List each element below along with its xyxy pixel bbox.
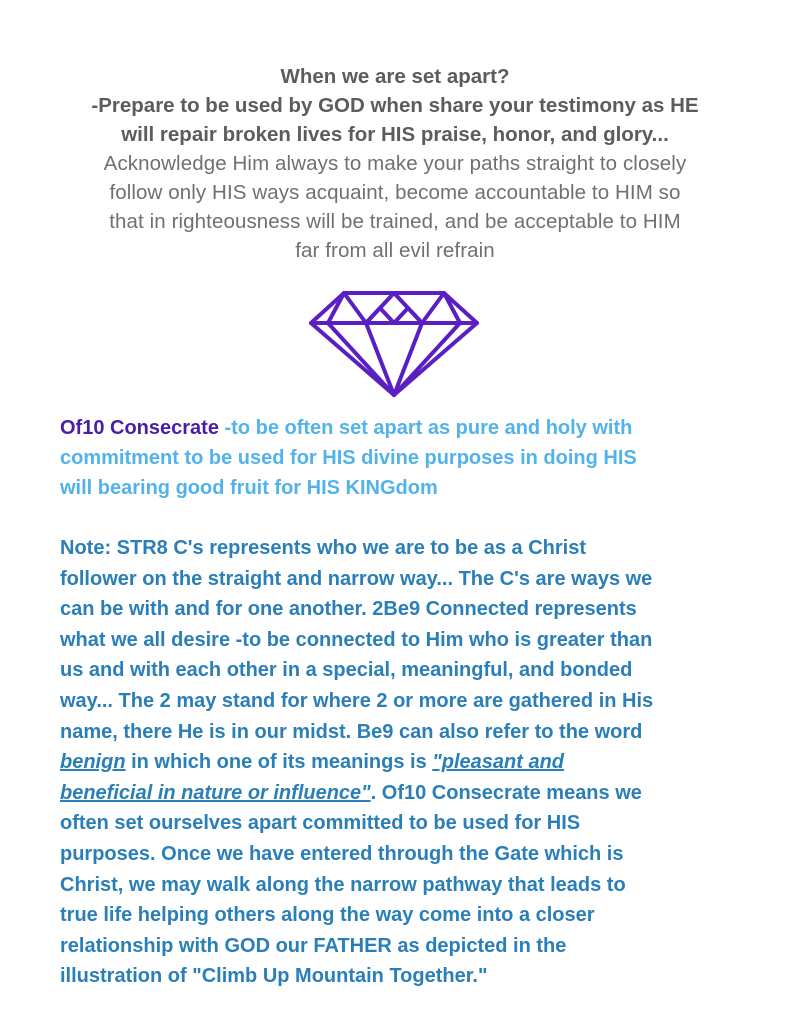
intro-body-line: Acknowledge Him always to make your paths straight to closely: [103, 152, 687, 175]
note-line: way... The 2 may stand for where 2 or more are gathered in His: [60, 689, 654, 712]
intro-line: will repair broken lives for HIS praise, honor, and glory...: [121, 123, 669, 146]
note-text: in which one of its meanings is: [125, 751, 433, 774]
intro-line: -Prepare to be used by GOD when share your testimony as HE: [91, 94, 699, 117]
note-line: us and with each other in a special, meaningful, and bonded: [60, 659, 633, 682]
note-line: can be with and for one another. 2Be9 Connected represents: [60, 598, 637, 621]
note-line: [60, 747, 750, 778]
intro-body-line: follow only HIS ways acquaint, become accountable to HIM so: [109, 181, 681, 204]
consecrate-definition: [60, 413, 740, 503]
note-line: follower on the straight and narrow way... The C's are ways we: [60, 567, 653, 590]
note-line: Christ, we may walk along the narrow pathway that leads to: [60, 873, 626, 896]
intro-body-line: far from all evil refrain: [295, 239, 495, 262]
note-line: true life helping others along the way come into a closer: [60, 904, 595, 927]
diamond-icon: [308, 290, 480, 398]
note-line: what we all desire -to be connected to Him who is greater than: [60, 628, 653, 651]
note-line: Note: STR8 C's represents who we are to be as a Christ: [60, 537, 587, 559]
note-line: illustration of "Climb Up Mountain Together.": [60, 965, 488, 988]
benign-meaning-quote: "pleasant and: [432, 751, 565, 774]
intro-block: [30, 62, 760, 265]
intro-question: When we are set apart?: [280, 65, 510, 88]
consecrate-term: Of10 Consecrate: [60, 417, 219, 439]
benign-word: benign: [60, 751, 126, 774]
note-line: relationship with GOD our FATHER as depicted in the: [60, 934, 567, 957]
note-text: . Of10 Consecrate means we: [370, 781, 642, 804]
definition-line: will bearing good fruit for HIS KINGdom: [60, 477, 438, 499]
definition-line: commitment to be used for HIS divine purposes in doing HIS: [60, 447, 637, 469]
note-line: [60, 778, 750, 809]
benign-meaning-quote-cont: beneficial in nature or influence": [60, 781, 371, 804]
note-line: purposes. Once we have entered through the Gate which is: [60, 842, 624, 865]
note-line: often set ourselves apart committed to be used for HIS: [60, 812, 581, 835]
intro-body-line: that in righteousness will be trained, and be acceptable to HIM: [109, 210, 681, 233]
definition-line: -to be often set apart as pure and holy with: [218, 417, 633, 439]
note-paragraph: [60, 533, 750, 992]
note-line: name, there He is in our midst. Be9 can also refer to the word: [60, 720, 643, 743]
